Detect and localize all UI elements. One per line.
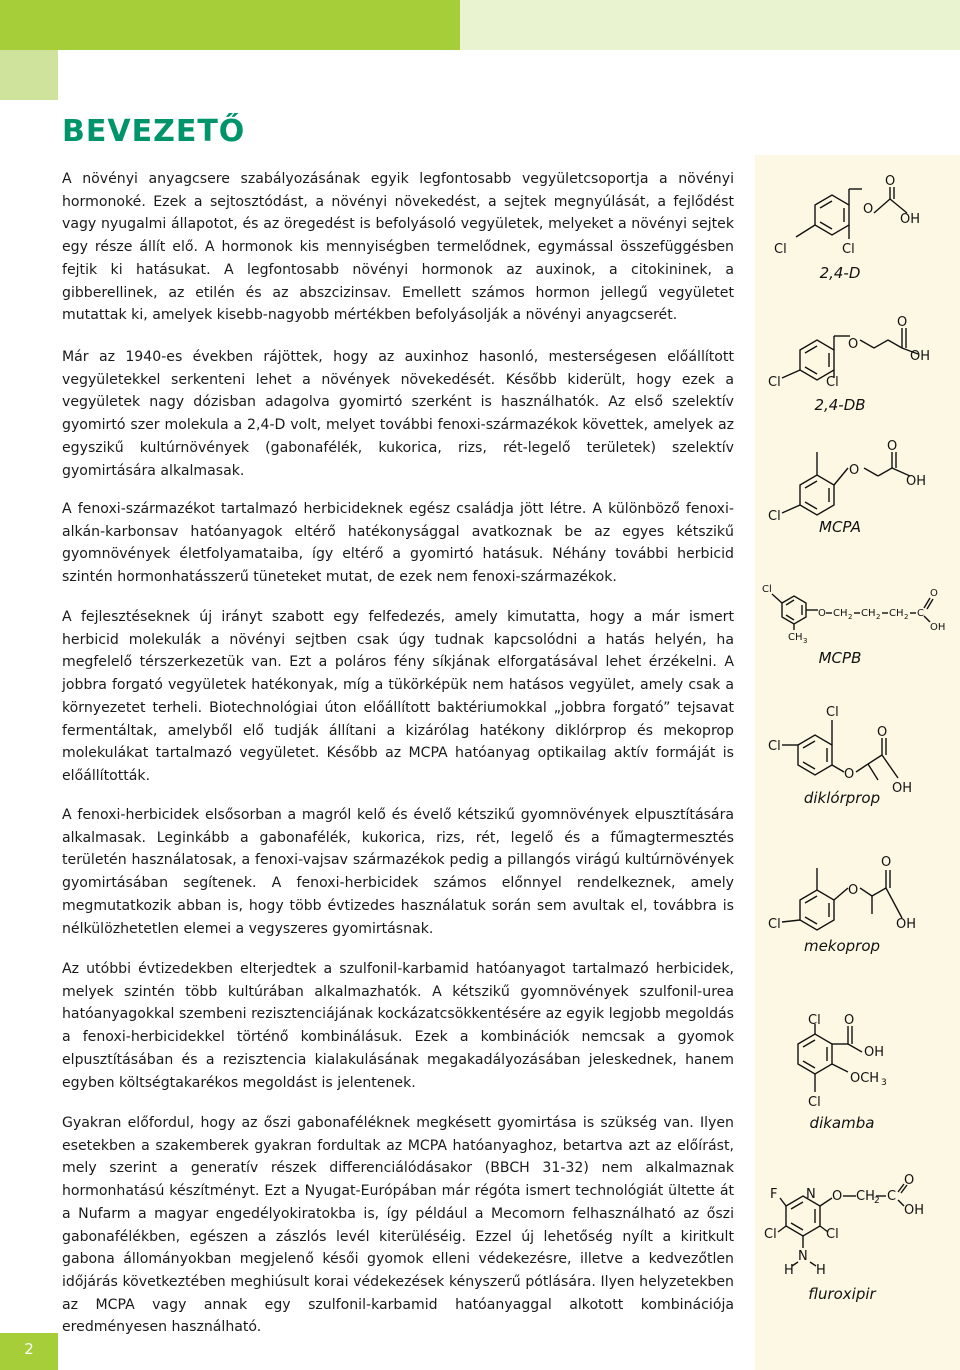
structure-mekoprop [760, 840, 955, 940]
atom-o: O [897, 315, 908, 330]
atom-o: O [885, 174, 896, 189]
atom-n: N [798, 1249, 808, 1264]
atom-subscript: 2 [904, 613, 909, 621]
atom-ch: CH [861, 608, 876, 619]
atom-o: O [881, 855, 892, 870]
atom-subscript: 2 [848, 613, 853, 621]
atom-o: O [904, 1173, 915, 1188]
atom-o: O [863, 202, 874, 217]
structure-name: 2,4-D [819, 264, 861, 282]
paragraph-family: A fenoxi-származékot tartalmazó herbicideknek egész családja jött létre. A különböző fenoxi-alkán-karbonsav hatóanyagok eltérő hatékonysággal avatkoznak be az egyes kétszikű gyomnövények életfolyamataiba, így eltérő a gyomirtó hatásuk. Néhány további herbicid szintén hormonhatásszerű tüneteket mutat, de ezek nem fenoxi-származékok. [62, 501, 734, 586]
atom-oh: OH [904, 1203, 925, 1218]
atom-o: O [877, 725, 888, 740]
atom-cl: Cl [764, 1227, 777, 1242]
structure-name: fluroxipir [808, 1285, 876, 1303]
atom-o: O [930, 588, 938, 599]
atom-o: O [887, 439, 898, 454]
atom-cl: Cl [826, 375, 839, 390]
structure-name: dikamba [809, 1114, 875, 1132]
atom-cl: Cl [826, 1227, 839, 1242]
atom-cl: Cl [808, 1013, 821, 1028]
structure-mcpb [760, 578, 955, 648]
paragraph-sulfonylurea: Az utóbbi évtizedekben elterjedtek a szulfonil-karbamid hatóanyagot tartalmazó herbicidek, melyek szintén több kultúrában alkalmazhatók. A kétszikű gyomnövények szulfonil-urea hatóanyagokkal szembeni rezisztenciájának kockázatcsökkentésére az egyik legjobb megoldás a fenoxi-herbicidekkel történő kombinálásuk. Ezek a kombinációk nemcsak a gyomok elpusztításában és a rezisztencia kialakulásának megakadályozásában jeleskednek, hanem egyben költségtakarékos megoldást is jelentenek. [62, 961, 734, 1091]
structure-fluroxipir [760, 1173, 955, 1283]
atom-oh: OH [864, 1045, 885, 1060]
atom-cl: Cl [842, 242, 855, 257]
atom-h: H [816, 1263, 826, 1278]
atom-cl: Cl [768, 509, 781, 524]
paragraph-mcpa: Gyakran előfordul, hogy az őszi gabonaféléknek megkésett gyomirtása is szükség van. Ilyen esetekben a szakemberek gyakran fordultak az MCPA hatóanyaghoz, betartva azt az előírást, mely szerint a generatív részek differenciálódásakor (BBCH 31-32) nem alkalmaznak hormonhatású készítményt. Ezt a Nyugat-Európában már régóta ismert technológiát ültette át a Nufarm a magyar engedélyokiratokba is, így például a Mecomorn felhasználható az őszi gabonafélékben, egészen a zászlós levél kiterüléséig. Ezzel új lehetőség nyílt a kiritkult gabona állományokban megjelenő késői gyomok elleni védekezésre, illetve a kedvezőtlen időjárás következtében meghiúsult korai védekezések kényszerű pótlására. Ilyen helyzetekben az MCPA vagy annak egy szulfonil-karbamid hatóanyaggal alkotott kombinációja eredményesen használható. [62, 1115, 734, 1336]
atom-c: C [887, 1189, 897, 1204]
atom-o: O [848, 337, 859, 352]
atom-o: O [832, 1189, 843, 1204]
page-title: BEVEZETŐ [62, 114, 246, 149]
structure-diklorprop [760, 700, 955, 800]
structure-name: diklórprop [803, 789, 881, 807]
atom-ch: CH [856, 1189, 875, 1204]
atom-cl: Cl [808, 1095, 821, 1110]
atom-ch: CH [889, 608, 904, 619]
structure-name: MCPB [818, 649, 862, 667]
atom-c: C [917, 608, 924, 619]
paragraph-intro: A növényi anyagcsere szabályozásának egyik legfontosabb vegyületcsoportja a növényi hormonoké. Ezek a sejtosztódást, a növényi növekedést, a sejtek megnyúlását, a fejlődést vagy nyugalmi állapotot, és az öregedést is befolyásoló vegyületek, melyeket a növényi sejtek egy része állít elő. A hormonok kis mennyiségben termelődnek, egymással összefüggésben fejtik ki hatásukat. A legfontosabb növényi hormonok az auxinok, a citokininek, a gibberellinek, az etilén és az abszcizinsav. Emellett számos hormon jellegű vegyületet mutattak ki, amelyek kisebb-nagyobb mértékben befolyásolják a növényi anyagcserét. [62, 171, 734, 324]
page-number: 2 [24, 1340, 34, 1358]
header-corner-block [0, 50, 58, 100]
atom-ch: CH [788, 632, 803, 643]
header-bar-light [460, 0, 960, 50]
atom-cl: Cl [826, 705, 839, 720]
atom-oh: OH [896, 917, 917, 932]
atom-subscript: 3 [803, 637, 808, 645]
atom-oh: OH [906, 474, 927, 489]
atom-f: F [770, 1187, 778, 1202]
atom-h: H [784, 1263, 794, 1278]
atom-cl: Cl [768, 375, 781, 390]
atom-subscript: 2 [874, 1196, 880, 1206]
atom-oh: OH [900, 212, 921, 227]
structure-name: MCPA [819, 518, 861, 536]
structure-name: mekoprop [803, 937, 881, 955]
structure-name: 2,4-DB [814, 396, 866, 414]
atom-ch: CH [833, 608, 848, 619]
atom-oh: OH [910, 349, 931, 364]
paragraph-usage: A fenoxi-herbicidek elsősorban a magról kelő és évelő kétszikű gyomnövények elpusztítására alkalmasak. Leginkább a gabonafélék, kukorica, rizs, rét, legelő és a fűmagtermesztés területén használatosak, a fenoxi-vajsav származékok pedig a pillangós virágú kultúrnövények gyomirtásában segítenek. A fenoxi-herbicidek számos előnnyel rendelkeznek, amely megmutatkozik abban is, hogy több évtizedes használatuk során sem avultak el, továbbra is nélkülözhetetlen elemei a vegyszeres gyomirtásnak. [62, 807, 734, 937]
structure-2-4-db [760, 315, 955, 398]
atom-n: N [806, 1187, 816, 1202]
structure-2-4-d [760, 175, 955, 270]
atom-cl: Cl [774, 242, 787, 257]
atom-o: O [848, 883, 859, 898]
atom-o: O [844, 1013, 855, 1028]
paragraph-history: Már az 1940-es években rájöttek, hogy az auxinhoz hasonló, mesterségesen előállított vegyületekkel serkenteni lehet a növények növekedését. Később kiderült, hogy ezek a vegyületek nagy dózisban adagolva gyomirtó szerként is használhatók. Az első szelektív gyomirtó szer molekula a 2,4-D volt, melyet további fenoxi-származékok követtek, amelyek az egyszikű kultúrnövények (gabonafélék, kukorica, rizs, rét-legelő területek) szelektív gyomirtására alkalmasak. [62, 349, 734, 479]
atom-subscript: 3 [881, 1078, 887, 1088]
atom-subscript: 2 [876, 613, 881, 621]
atom-o: O [818, 608, 826, 619]
atom-oh: OH [892, 781, 913, 796]
atom-o: O [849, 463, 860, 478]
header-bar [0, 0, 460, 50]
paragraph-development: A fejlesztéseknek új irányt szabott egy felfedezés, amely kimutatta, hogy a már ismert herbicid molekulák a növényi sejtben csak úgy tudnak kapcsolódni a hatás helyén, ha megfelelő térszerkezetük van. Ezt a poláros fény síkjának elforgatásával lehet érzékelni. A jobbra forgató vegyületek hatékonyak, míg a tükörképük nem hatásos vegyület, amely csak a környezetet terheli. Biotechnológiai úton előállított baktériumokkal „jobbra forgató” tejsavat fermentáltak, amelyből elő tudják állítani a kizárólag hatékony diklórprop és mekoprop molekulákat tartalmazó vegyületet. Később az MCPA hatóanyag optikailag aktív formáját is előállították. [62, 609, 734, 784]
structure-dikamba [760, 1012, 955, 1112]
atom-o: O [844, 767, 855, 782]
atom-och: OCH [850, 1071, 880, 1086]
atom-cl: Cl [762, 584, 772, 595]
atom-oh: OH [930, 622, 946, 633]
structure-mcpa [760, 440, 955, 530]
atom-cl: Cl [768, 739, 781, 754]
atom-cl: Cl [768, 917, 781, 932]
